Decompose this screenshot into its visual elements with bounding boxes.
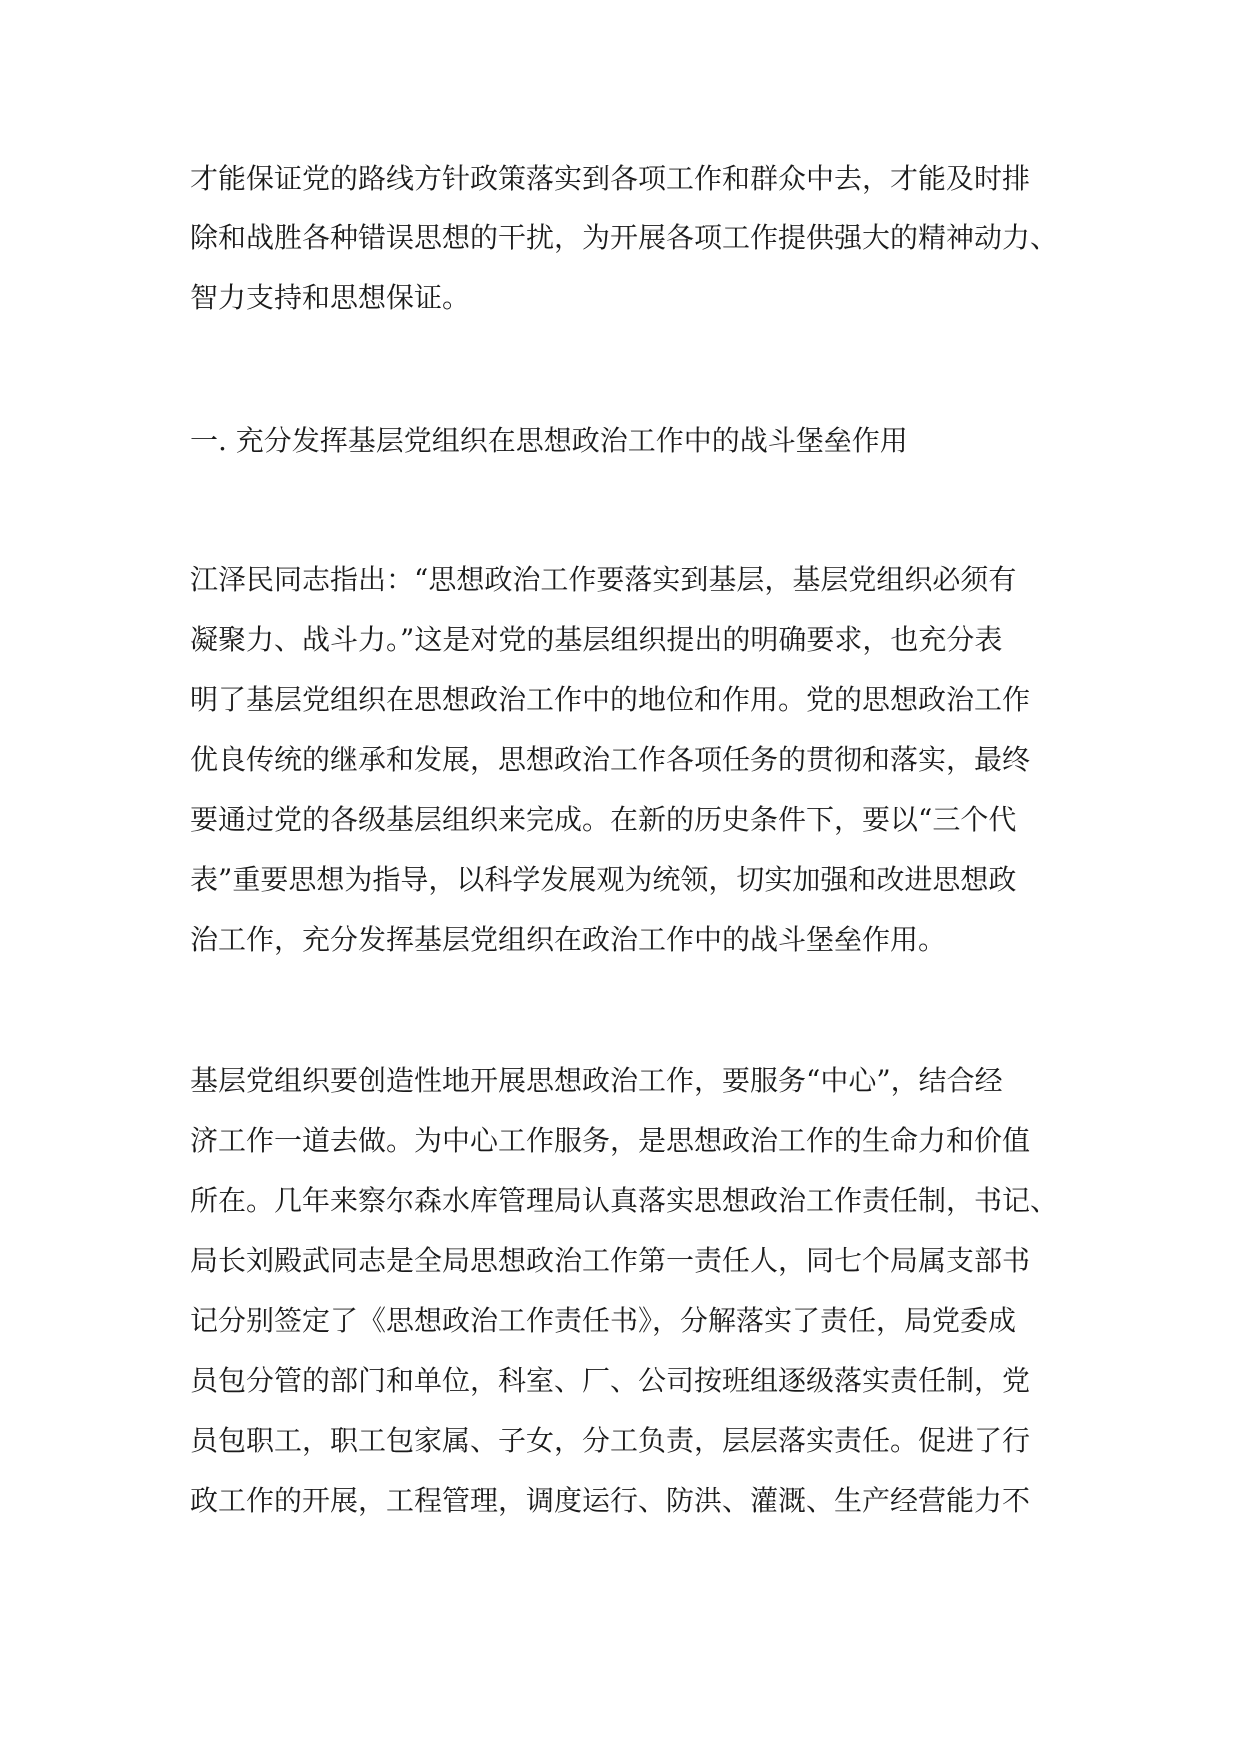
- text-line: 局长刘殿武同志是全局思想政治工作第一责任人，同七个局属支部书: [190, 1244, 1031, 1277]
- text-line: 员包职工，职工包家属、子女，分工负责，层层落实责任。促进了行: [190, 1424, 1031, 1457]
- text-line: 政工作的开展，工程管理，调度运行、防洪、灌溉、生产经营能力不: [190, 1484, 1031, 1517]
- text-line: 明了基层党组织在思想政治工作中的地位和作用。党的思想政治工作: [190, 683, 1031, 716]
- text-line: 要通过党的各级基层组织来完成。在新的历史条件下，要以“三个代: [190, 803, 1017, 836]
- text-line: 员包分管的部门和单位，科室、厂、公司按班组逐级落实责任制，党: [190, 1364, 1031, 1397]
- text-line: 治工作，充分发挥基层党组织在政治工作中的战斗堡垒作用。: [190, 923, 947, 956]
- text-line: 表”重要思想为指导，以科学发展观为统领，切实加强和改进思想政: [190, 863, 1017, 896]
- section-heading: 一. 充分发挥基层党组织在思想政治工作中的战斗堡垒作用: [190, 424, 908, 457]
- text-line: 江泽民同志指出：“思想政治工作要落实到基层，基层党组织必须有: [190, 563, 1017, 596]
- text-line: 凝聚力、战斗力。”这是对党的基层组织提出的明确要求，也充分表: [190, 623, 1003, 656]
- text-line: 优良传统的继承和发展，思想政治工作各项任务的贯彻和落实，最终: [190, 743, 1031, 776]
- text-line: 智力支持和思想保证。: [190, 281, 471, 314]
- text-line: 济工作一道去做。为中心工作服务，是思想政治工作的生命力和价值: [190, 1124, 1031, 1157]
- text-line: 基层党组织要创造性地开展思想政治工作，要服务“中心”，结合经: [190, 1064, 1003, 1097]
- text-line: 记分别签定了《思想政治工作责任书》，分解落实了责任，局党委成: [190, 1304, 1017, 1337]
- text-line: 除和战胜各种错误思想的干扰，为开展各项工作提供强大的精神动力、: [190, 221, 1059, 254]
- text-line: 所在。几年来察尔森水库管理局认真落实思想政治工作责任制，书记、: [190, 1184, 1059, 1217]
- text-line: 才能保证党的路线方针政策落实到各项工作和群众中去，才能及时排: [190, 162, 1031, 195]
